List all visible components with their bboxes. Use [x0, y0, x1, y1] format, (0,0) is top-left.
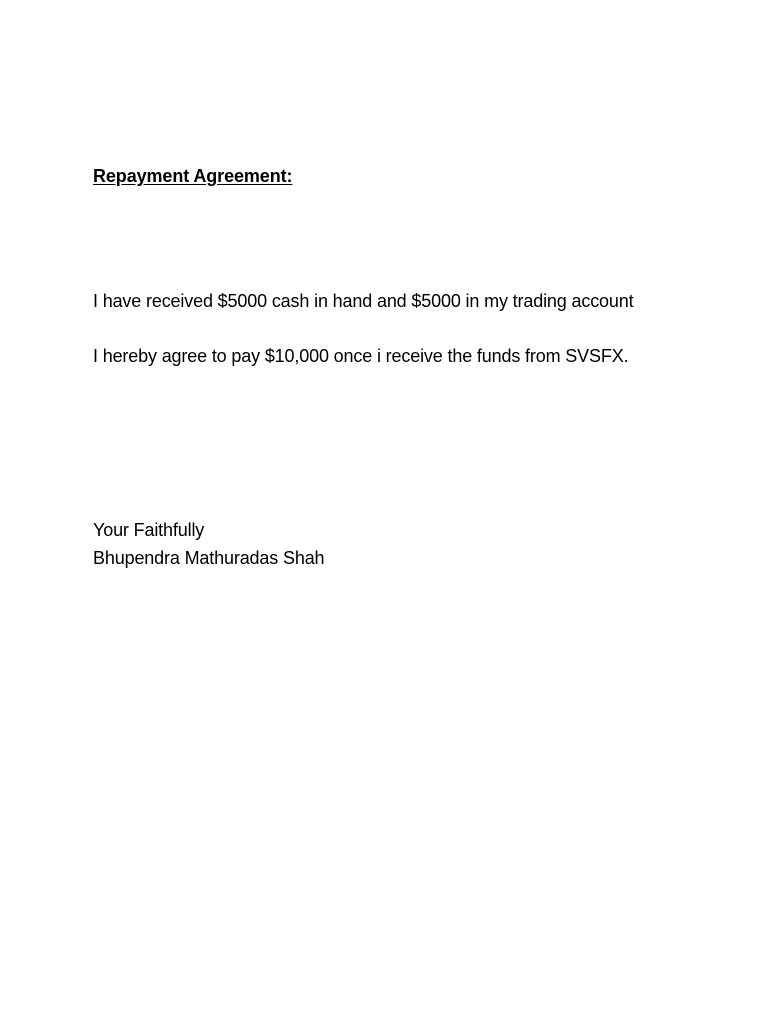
paragraph-receipt: I have received $5000 cash in hand and $5000 in my trading account	[93, 291, 634, 311]
paragraph-agreement: I hereby agree to pay $10,000 once i receive the funds from SVSFX.	[93, 346, 629, 366]
signer-name: Bhupendra Mathuradas Shah	[93, 548, 325, 568]
document-title: Repayment Agreement:	[93, 166, 293, 186]
closing-line: Your Faithfully	[93, 520, 205, 540]
